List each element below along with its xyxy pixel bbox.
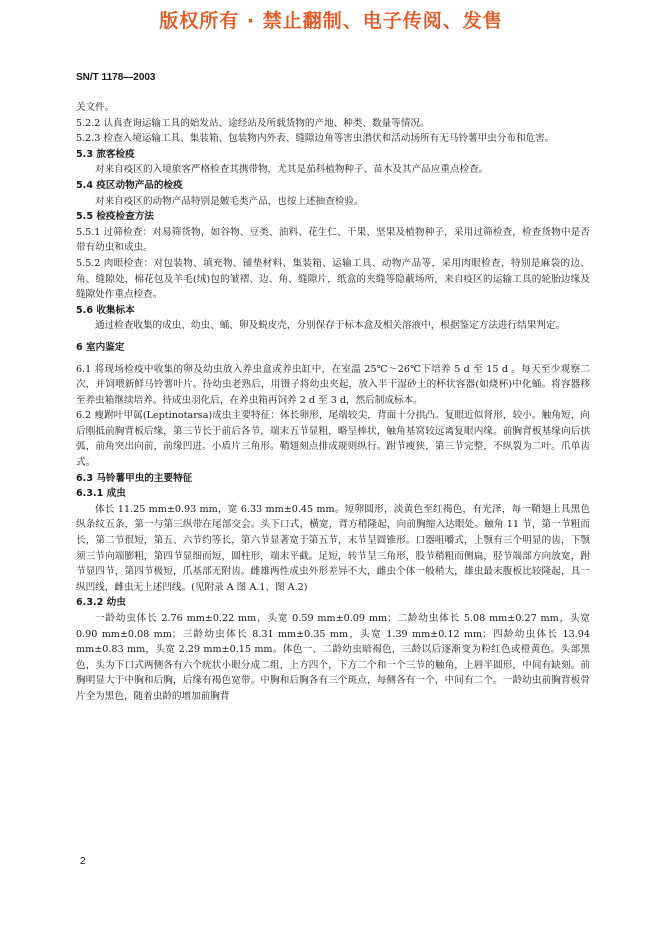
- document-body: [76, 100, 590, 705]
- copyright-watermark: 版权所有 · 禁止翻制、电子传阅、发售: [159, 10, 503, 32]
- paragraph-6-3-1: 体长 11.25 mm±0.93 mm，宽 6.33 mm±0.45 mm。短卵圆形，淡黄色至红褐色，有光泽，每一鞘翅上具黑色纵条纹五条，第一与第三纵带在尾部交会。头下口式，横宽，背方稍隆起，向前胸缩入达眼处。触角 11 节，第一节粗而长，第二节很短，第五、六节约等长，第六节显著宽于第五节，末节呈圆锥形。口器咀嚼式，上颚有三个明显的齿，下颚须三节向端膨粗，第四节显细而短，圆柱形，端末平截。足短，转节呈三角形，股节稍粗而侧扁，胫节端部方向放宽，跗节显四节，第四节极短，爪基部无附齿。雌雄两性成虫外形差异不大，雌虫个体一般稍大，雄虫最末腹板比较隆起，具一纵凹线，雌虫无上述凹线。(见附录 A 图 A.1、图 A.2): [76, 503, 590, 593]
- paragraph-6-3-2: 一龄幼虫体长 2.76 mm±0.22 mm，头宽 0.59 mm±0.09 mm；二龄幼虫体长 5.08 mm±0.27 mm，头宽 0.90 mm±0.08 mm；三龄幼虫体长 8.31 mm±0.35 mm，头宽 1.39 mm±0.12 mm；四龄幼虫体长 13.94 mm±0.83 mm，头宽 2.29 mm±0.15 mm。体色一、二龄幼虫暗褐色，三龄以后逐渐变为粉红色或橙黄色。头部黑色，头为下口式两侧各有六个疣状小眼分成二组，上方四个，下方二个和一个三节的触角，上唇半圆形，中间有缺刻。前胸明显大于中胸和后胸，后缘有褐色宽带。中胸和后胸各有三个斑点，每侧各有一个，中间有二个。一龄幼虫前胸背板骨片全为黑色，随着虫龄的增加前胸背: [76, 613, 590, 702]
- paragraph-5-3: 对来自疫区的入境旅客严格检查其携带物，尤其是茄科植物种子、苗木及其产品应重点检查。: [95, 164, 489, 176]
- clause-6-1: 6.1 将现场检疫中收集的卵及幼虫放入养虫盒或养虫缸中，在室温 25℃～26℃下培养 5 d 至 15 d 。每天至少观察二次，并饲喂新鲜马铃薯叶片。待幼虫老熟后，用镊子将幼虫夹起，放入半干湿砂土的杯状容器(如烧杯)中化蛹。将容器移至养虫箱继续培养。待成虫羽化后，在养虫箱再饲养 2 d 至 3 d，然后制成标本。: [76, 363, 590, 406]
- clause-5-2-3: 5.2.3 检查入境运输工具、集装箱、包装物内外表、缝隙边角等害虫潜伏和活动场所有无马铃薯甲虫分布和危害。: [76, 133, 555, 145]
- heading-5-5: 5.5 检疫检查方法: [76, 211, 154, 223]
- paragraph-5-6: 通过检查收集的成虫、幼虫、蛹、卵及蜕皮壳，分别保存于标本盒及相关溶液中，根据鉴定方法进行结果判定。: [95, 320, 566, 332]
- heading-5-6: 5.6 收集标本: [76, 304, 135, 316]
- clause-5-5-2: 5.5.2 肉眼检查：对包装物、填充物、铺垫材料、集装箱、运输工具、动物产品等，采用肉眼检查，特别是麻袋的边、角、缝隙处，棉花包及羊毛(绒)包的皱褶、边、角、缝隙片，纸盒的夹缝等隐蔽场所，来自疫区的运输工具的轮胎边缘及缝隙处作重点检查。: [76, 257, 590, 301]
- clause-5-5-1: 5.5.1 过筛检查：对易筛货物，如谷物、豆类、油料、花生仁、干果、坚果及植物种子，采用过筛检查，检查货物中是否带有幼虫和成虫。: [76, 226, 590, 254]
- heading-5-3: 5.3 旅客检疫: [76, 148, 135, 160]
- clause-6-2: 6.2 瘦跗叶甲属(Leptinotarsa)成虫主要特征：体长卵形，尾端较尖，背面十分拱凸。复眼近似肾形，较小。触角短，向后刚抵前胸背板后缘，第三节长于前后各节，端末五节显粗，略呈棒状，触角基窝较远离复眼内缘。前胸背板基缘向后拱弧，前角突出向前，前缘凹进。小盾片三角形。鞘翅刻点排成规则纵行。跗节瘦狭，第三节完整，不纵裂为二叶。爪单齿式。: [76, 410, 590, 469]
- heading-6-3-2: 6.3.2 幼虫: [76, 597, 126, 609]
- paragraph-continuation: 关文件。: [76, 102, 115, 113]
- clause-5-2-2: 5.2.2 认真查询运输工具的始发站、途经站及所载货物的产地、种类、数量等情况。: [76, 117, 430, 129]
- heading-6: 6 室内鉴定: [76, 341, 125, 353]
- page-number: 2: [80, 856, 86, 867]
- heading-6-3-1: 6.3.1 成虫: [76, 488, 126, 500]
- standard-number: SN/T 1178—2003: [76, 72, 156, 83]
- paragraph-5-4: 对来自疫区的动物产品特别是皴毛类产品，也按上述抽查检验。: [95, 195, 364, 207]
- heading-5-4: 5.4 疫区动物产品的检疫: [76, 179, 183, 191]
- heading-6-3: 6.3 马铃薯甲虫的主要特征: [76, 472, 193, 484]
